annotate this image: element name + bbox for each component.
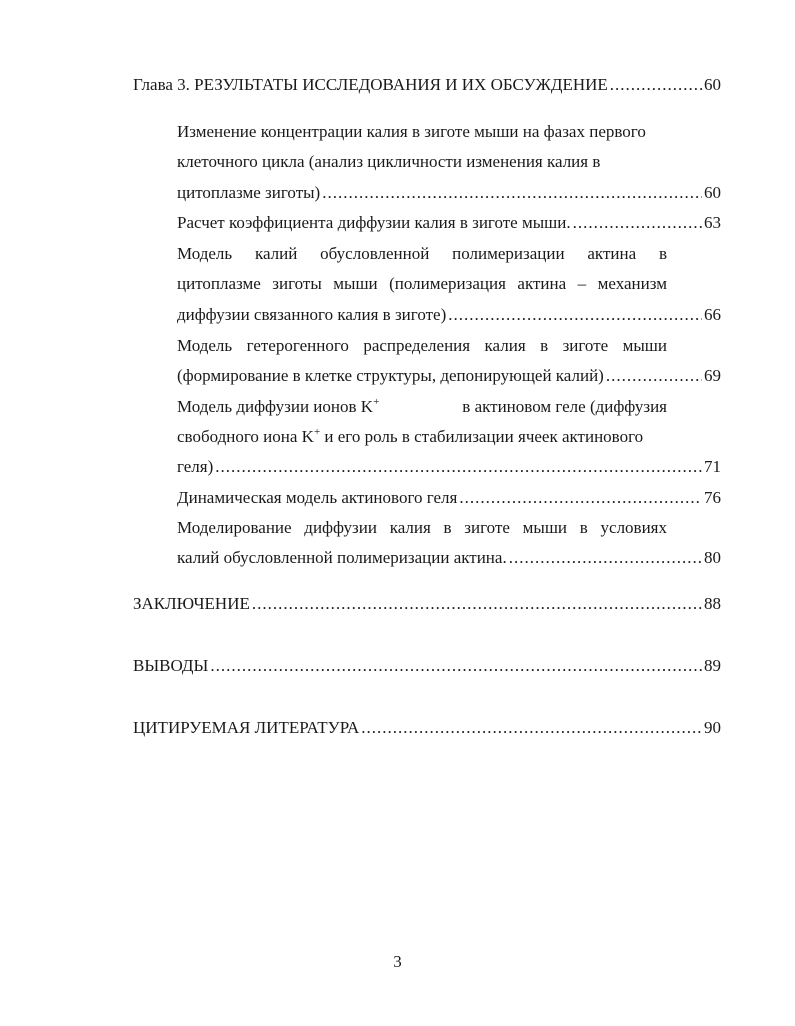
toc-page-number: 71: [704, 457, 721, 476]
toc-leader-dots: [606, 361, 702, 391]
toc-entry-line: Модель гетерогенного распределения калия в зиготе мыши: [177, 336, 667, 355]
toc-section-references[interactable]: [133, 713, 721, 743]
toc-section-findings[interactable]: [133, 651, 721, 681]
toc-entry-line-text: калий обусловленной полимеризации актина.: [177, 548, 507, 567]
toc-entry-line-text: и его роль в стабилизации ячеек актинового: [324, 427, 644, 446]
toc-chapter-title: Глава 3. РЕЗУЛЬТАТЫ ИССЛЕДОВАНИЯ И ИХ ОБСУЖДЕНИЕ: [133, 75, 608, 94]
toc-page-number: 60: [704, 183, 721, 202]
toc-entry-line-text: Расчет коэффициента диффузии калия в зиготе мыши.: [177, 213, 571, 232]
toc-entry-last-line: [177, 452, 721, 482]
toc-page-number: 66: [704, 305, 721, 324]
toc-entry-line-text: Модель диффузии ионов K+: [177, 396, 380, 416]
toc-entry-diffusion-coefficient[interactable]: [177, 208, 721, 238]
toc-entry-line-text: цитоплазме зиготы): [177, 183, 321, 202]
toc-leader-dots: [361, 713, 702, 743]
toc-entry-last-line: [177, 300, 721, 330]
toc-entry-dynamic-model[interactable]: [177, 483, 721, 513]
toc-leader-dots: [448, 300, 702, 330]
toc-entry-line-text: диффузии связанного калия в зиготе): [177, 305, 447, 324]
superscript-charge: +: [373, 396, 380, 408]
toc-page-number: 88: [704, 594, 721, 613]
toc-page-number: 63: [704, 213, 721, 232]
toc-page-number: 80: [704, 548, 721, 567]
toc-leader-dots: [210, 651, 702, 681]
toc-entry-last-line: [177, 361, 721, 391]
toc-page-number: 89: [704, 656, 721, 675]
toc-entry-last-line: [177, 178, 721, 208]
toc-entry-line: цитоплазме зиготы мыши (полимеризация актина – механизм: [177, 274, 667, 293]
toc-page-number: 76: [704, 488, 721, 507]
toc-entry-line-justified: [177, 392, 667, 422]
toc-entry-line: [177, 422, 643, 452]
toc-section-conclusion[interactable]: [133, 589, 721, 619]
toc-section-title: ЗАКЛЮЧЕНИЕ: [133, 594, 250, 613]
toc-entry-line: Изменение концентрации калия в зиготе мыши на фазах первого: [177, 122, 646, 141]
toc-entry-line-justified: [177, 147, 667, 177]
toc-leader-dots: [573, 208, 702, 238]
toc-page-number: 90: [704, 718, 721, 737]
toc-leader-dots: [509, 543, 702, 573]
toc-entry-line-text: свободного иона K: [177, 427, 314, 446]
toc-leader-dots: [252, 589, 702, 619]
toc-entry-line-text: (формирование в клетке структуры, депонирующей калий): [177, 366, 604, 385]
toc-section-title: ЦИТИРУЕМАЯ ЛИТЕРАТУРА: [133, 718, 360, 737]
toc-entry-line: Модель калий обусловленной полимеризации актина в: [177, 244, 667, 263]
toc-entry-line-text: геля): [177, 457, 214, 476]
toc-entry-line: Моделирование диффузии калия в зиготе мыши в условиях: [177, 518, 667, 537]
toc-entry-line-text: клеточного цикла (анализ цикличности изменения калия в: [177, 152, 601, 171]
toc-page-number: 60: [704, 75, 721, 94]
toc-leader-dots: [215, 452, 702, 482]
toc-leader-dots: [322, 178, 702, 208]
toc-chapter-3[interactable]: [133, 70, 721, 100]
toc-section-title: ВЫВОДЫ: [133, 656, 209, 675]
page-number: 3: [393, 952, 402, 971]
toc-leader-dots: [459, 483, 702, 513]
toc-entry-line-text: в актиновом геле (диффузия: [462, 397, 667, 416]
toc-entry-last-line: [177, 543, 721, 573]
superscript-charge: +: [313, 426, 321, 438]
toc-entry-line-text: Динамическая модель актинового геля: [177, 488, 458, 507]
toc-leader-dots: [610, 70, 702, 100]
toc-page-number: 69: [704, 366, 721, 385]
